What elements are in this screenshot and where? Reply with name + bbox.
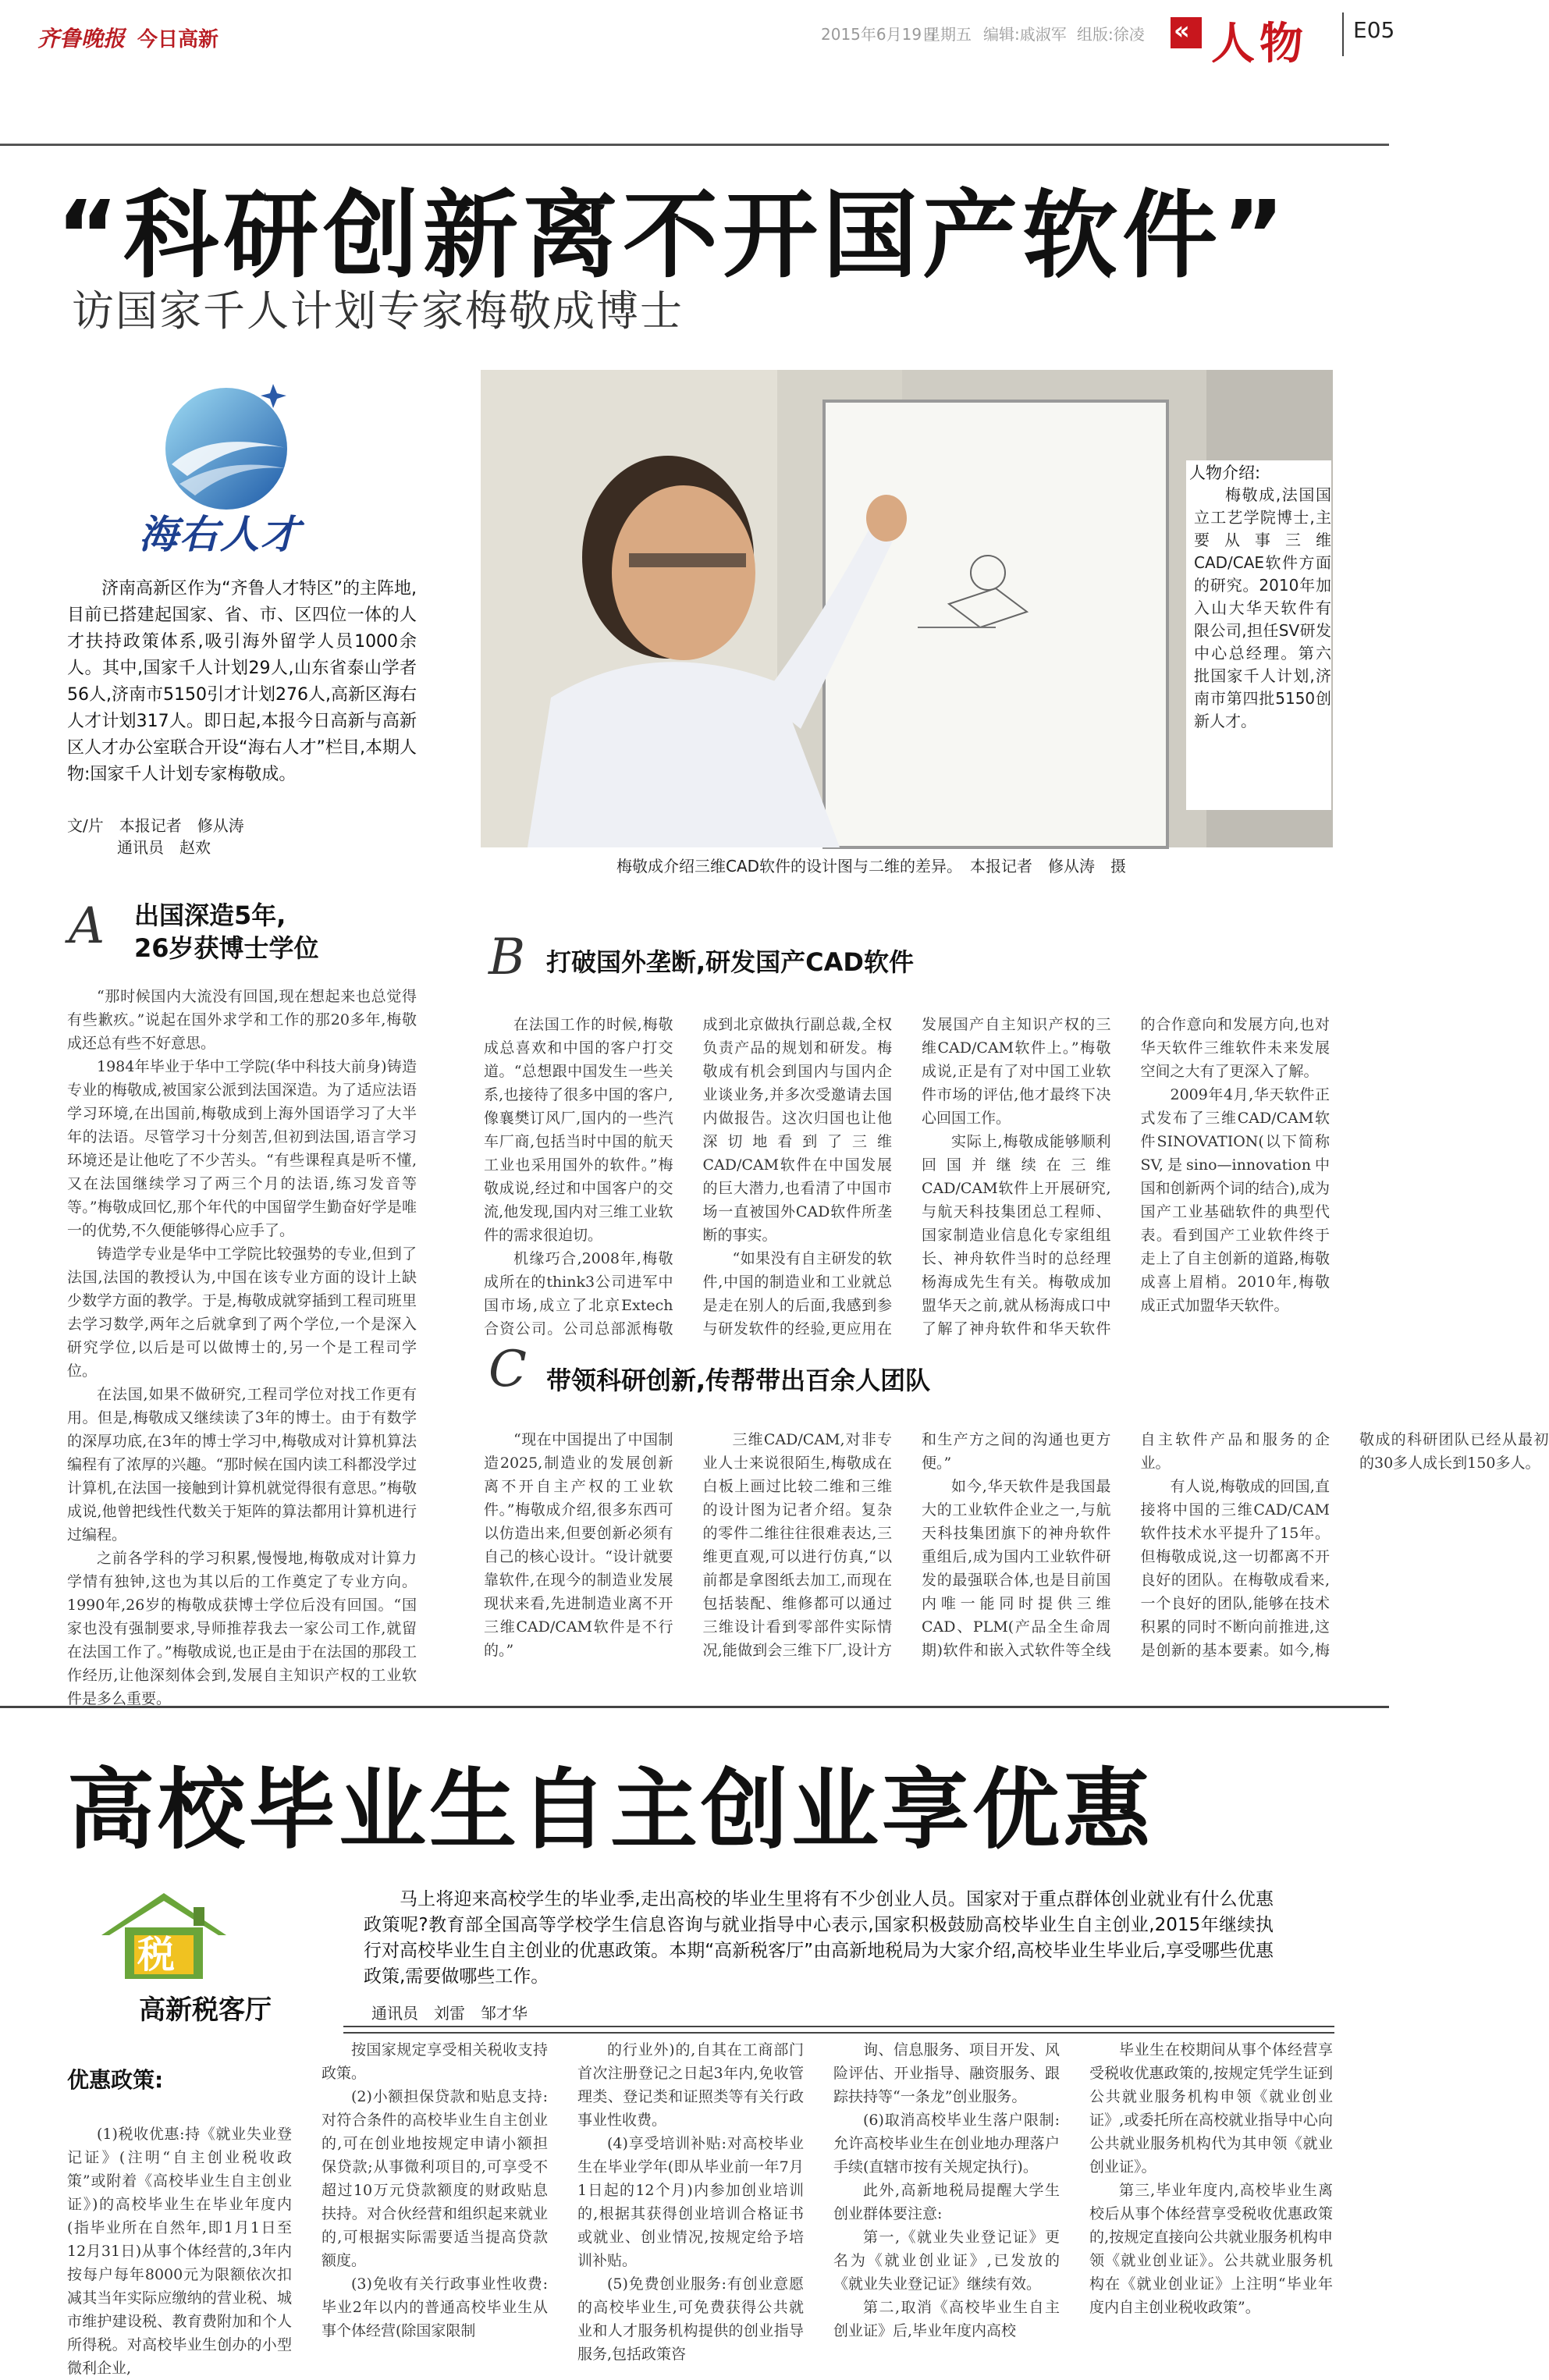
section-b-body — [484, 1013, 1330, 1341]
bio-title: 人物介绍: — [1189, 464, 1261, 482]
masthead: 齐鲁晚报 — [37, 26, 126, 52]
article1-title: “科研创新离不开国产软件” — [56, 180, 1290, 291]
section-a-paragraph: 铸造学专业是华中工学院比较强势的专业,但到了法国,法国的教授认为,中国在该专业方面的设计上缺少数学方面的教学。于是,梅敬成就穿插到工程司班里去学习数学,两年之后就拿到了两个学位,一个是深入研究学位,以后是可以做博士的,另一个是工程司学位。 — [67, 1245, 417, 1380]
article1-intro: 济南高新区作为“齐鲁人才特区”的主阵地,目前已搭建起国家、省、市、区四位一体的人才扶持政策体系,吸引海外留学人员1000余人。其中,国家千人计划29人,山东省泰山学者56人,济南市5150引才计划276人,高新区海右人才计划317人。即日起,本报今日高新与高新区人才办公室联合开设“海右人才”栏目,本期人物:国家千人计划专家梅敬成。 — [67, 579, 417, 784]
section-b-heading: 打破国外垄断,研发国产CAD软件 — [546, 947, 914, 977]
bio-text: 梅敬成,法国国立工艺学院博士,主要从事三维CAD/CAE软件方面的研究。2010年加入山大华天软件有限公司,担任SV研发中心总经理。第六批国家千人计划,济南市第四批5150创新人才。 — [1194, 485, 1331, 730]
header-date: 2015年6月19日 — [821, 25, 938, 44]
policy-paragraph: 第三,毕业年度内,高校毕业生离校后从事个体经营享受税收优惠政策的,按规定直接向公共就业服务机构申领《就业创业证》。公共就业服务机构在《就业创业证》上注明“毕业年度内自主创业税收政策”。 — [1089, 2182, 1333, 2316]
section-b-paragraph: 在法国工作的时候,梅敬成总喜欢和中国的客户打交道。“总想跟中国发生一些关系,也接待了很多中国的客户,像襄樊订风厂,国内的一些汽车厂商,包括当时中国的航天工业也采用国外的软件。”梅敬成说,经过和中国客户的交流,他发现,国内对三维工业软件的需求很迫切。 — [484, 1016, 673, 1244]
intro-rule-2 — [343, 2032, 1334, 2034]
policy-paragraph: 毕业生在校期间从事个体经营享受税收优惠政策的,按规定凭学生证到公共就业服务机构申领《就业创业证》,或委托所在高校就业指导中心向公共就业服务机构代为其申领《就业创业证》。 — [1089, 2041, 1333, 2176]
header-editor: 编辑:戚淑军 — [983, 25, 1067, 44]
section-b-paragraph: 实际上,梅敬成能够顺利回国并继续在三维CAD/CAM软件上开展研究,与航天科技集团总工程师、国家制造业信息化专家组组长、神舟软件当时的总经理杨海成先生有关。梅敬成加盟华天之前,就从杨海成口中了解了神舟软件和华天软件的合作意向和发展方向,也对华天软件三维软件未来发展空间之大有了更深入了解。 — [922, 1016, 1330, 1337]
section-name: 今日高新 — [137, 28, 219, 52]
article1-byline-2: 通讯员 赵欢 — [117, 838, 211, 857]
section-c-paragraph: “现在中国提出了中国制造2025,制造业的发展创新离不开自主产权的工业软件。”梅敬成介绍,很多东西可以仿造出来,但要创新必须有自己的核心设计。“设计就要靠软件,在现今的制造业发展现状来看,先进制造业离不开三维CAD/CAM软件是不行的。” — [484, 1431, 673, 1659]
section-c-paragraph: 三维CAD/CAM,对非专业人士来说很陌生,梅敬成在白板上画过比较二维和三维的设计图为记者介绍。复杂的零件二维往往很难表达,三维更直观,可以进行仿真,“以前都是拿图纸去加工,而现在包括装配、维修都可以通过三维设计看到零部件实际情况,能做到会三维下厂,设计方和生产方之间的沟通也更方便。” — [702, 1431, 1111, 1659]
policy-paragraph: (5)免费创业服务:有创业意愿的高校毕业生,可免费获得公共就业和人才服务机构提供的创业指导服务,包括政策咨 — [577, 2275, 804, 2363]
section-c-paragraph: 如今,华天软件是我国最大的工业软件企业之一,与航天科技集团旗下的神舟软件重组后,成为国内工业软件研发的最强联合体,也是目前国内唯一能同时提供三维CAD、PLM(产品全生命周期)软件和嵌入式软件等全线自主软件产品和服务的企业。 — [922, 1431, 1330, 1659]
policy-col-2 — [322, 2038, 548, 2343]
article1-byline: 文/片 本报记者 修从涛 — [67, 816, 244, 835]
policy-paragraph: (2)小额担保贷款和贴息支持:对符合条件的高校毕业生自主创业的,可在创业地按规定申请小额担保贷款;从事微利项目的,可享受不超过10万元贷款额度的财政贴息扶持。对合伙经营和组织起来就业的,可根据实际需要适当提高贷款额度。 — [322, 2088, 548, 2269]
policy-paragraph: (4)享受培训补贴:对高校毕业生在毕业学年(即从毕业前一年7月1日起的12个月)内参加创业培训的,根据其获得创业培训合格证书或就业、创业情况,按规定给予培训补贴。 — [577, 2135, 804, 2269]
policy-paragraph: 询、信息服务、项目开发、风险评估、开业指导、融资服务、跟踪扶持等“一条龙”创业服务。 — [833, 2041, 1060, 2105]
header-rule — [0, 144, 1389, 146]
header-weekday: 星期五 — [925, 25, 972, 44]
header-divider — [1342, 12, 1344, 56]
article-divider — [0, 1706, 1389, 1708]
section-a-paragraph: “那时候国内大流没有回国,现在想起来也总觉得有些歉疚。”说起在国外求学和工作的那20多年,梅敬成还总有些不好意思。 — [67, 988, 417, 1052]
section-b-paragraph: 机缘巧合,2008年,梅敬成所在的think3公司进军中国市场,成立了北京Extech合资公司。公司总部派梅敬成到北京做执行副总裁,全权负责产品的规划和研发。梅敬成有机会到国内与国内企业谈业务,并多次受邀请去国内做报告。这次归国也让他深切地看到了三维CAD/CAM软件在中国发展的巨大潜力,也看清了中国市场一直被国外CAD软件所垄断的事实。 — [484, 1016, 892, 1337]
article2-intro: 马上将迎来高校学生的毕业季,走出高校的毕业生里将有不少创业人员。国家对于重点群体创业就业有什么优惠政策呢?教育部全国高等学校学生信息咨询与就业指导中心表示,国家积极鼓励高校毕业生自主创业,2015年继续执行对高校毕业生自主创业的优惠政策。本期“高新税客厅”由高新地税局为大家介绍,高校毕业生毕业后,享受哪些优惠政策,需要做哪些工作。 — [364, 1889, 1274, 1987]
section-c-heading: 带领科研创新,传帮带出百余人团队 — [546, 1366, 931, 1395]
section-a-heading: 出国深造5年, — [134, 900, 286, 930]
haiyou-logo-text: 海右人才 — [139, 512, 301, 557]
column-mark-arrows: « — [1174, 16, 1190, 45]
policy-col-4 — [833, 2038, 1060, 2343]
section-a-body — [67, 985, 417, 1710]
photo-caption: 梅敬成介绍三维CAD软件的设计图与二维的差异。 本报记者 修从涛 摄 — [616, 857, 1127, 876]
column-name: 人物 — [1211, 19, 1308, 69]
page-number: E05 — [1353, 17, 1395, 43]
policy-paragraph: 按国家规定享受相关税收支持政策。 — [322, 2041, 548, 2082]
policy-paragraph: (1)税收优惠:持《就业失业登记证》(注明“自主创业税收政策”或附着《高校毕业生自主创业证》)的高校毕业生在毕业年度内(指毕业所在自然年,即1月1日至12月31日)从事个体经营的,3年内按每户每年8000元为限额依次扣减其当年实际应缴纳的营业税、城市维护建设税、教育费附加和个人所得税。对高校毕业生创办的小型微利企业, — [67, 2126, 292, 2377]
policy-col-1 — [67, 2122, 292, 2380]
policy-paragraph: (3)免收有关行政事业性收费:毕业2年以内的普通高校毕业生从事个体经营(除国家限制 — [322, 2275, 548, 2339]
policy-col-3 — [577, 2038, 804, 2366]
policy-paragraph: 的行业外)的,自其在工商部门首次注册登记之日起3年内,免收管理类、登记类和证照类等有关行政事业性收费。 — [577, 2041, 804, 2129]
policy-paragraph: 第二,取消《高校毕业生自主创业证》后,毕业年度内高校 — [833, 2299, 1060, 2339]
section-c-letter: C — [489, 1341, 527, 1398]
section-c-body — [484, 1428, 1549, 1678]
tax-logo-caption: 高新税客厅 — [139, 1995, 272, 2026]
section-a-letter: A — [69, 897, 105, 955]
article2-byline: 通讯员 刘雷 邹才华 — [371, 2004, 528, 2023]
policy-col-5 — [1089, 2038, 1333, 2319]
section-a-heading-2: 26岁获博士学位 — [134, 933, 319, 963]
policy-paragraph: 第一,《就业失业登记证》更名为《就业创业证》,已发放的《就业失业登记证》继续有效。 — [833, 2229, 1060, 2293]
intro-rule — [343, 2026, 1334, 2027]
article1-subtitle: 访国家千人计划专家梅敬成博士 — [72, 286, 684, 336]
section-b-letter: B — [489, 929, 526, 986]
policy-paragraph: (6)取消高校毕业生落户限制:允许高校毕业生在创业地办理落户手续(直辖市按有关规定执行)。 — [833, 2112, 1060, 2176]
section-a-paragraph: 之前各学科的学习积累,慢慢地,梅敬成对计算力学情有独钟,这也为其以后的工作奠定了专业方向。1990年,26岁的梅敬成获博士学位后没有回国。“国家也没有强制要求,导师推荐我去一家公司工作,就留在法国工作了。”梅敬成说,也正是由于在法国的那段工作经历,让他深刻体会到,发展自主知识产权的工业软件是多么重要。 — [67, 1550, 417, 1707]
section-a-paragraph: 在法国,如果不做研究,工程司学位对找工作更有用。但是,梅敬成又继续读了3年的博士。由于有数学的深厚功底,在3年的博士学习中,梅敬成对计算机算法编程有了浓厚的兴趣。“那时候在国内读工科都没学过计算机,在法国一接触到计算机就觉得很有意思。”梅敬成说,他曾把线性代数关于矩阵的算法都用计算机进行过编程。 — [67, 1386, 417, 1543]
section-b-paragraph: 2009年4月,华天软件正式发布了三维CAD/CAM软件SINOVATION(以下简称SV,是sino—innovation中国和创新两个词的结合),成为国产工业基础软件的典型代表。看到国产工业软件终于走上了自主创新的道路,梅敬成喜上眉梢。2010年,梅敬成正式加盟华天软件。 — [1140, 1086, 1330, 1314]
policy-paragraph: 此外,高新地税局提醒大学生创业群体要注意: — [833, 2182, 1060, 2222]
section-b-paragraph: “如果没有自主研发的软件,中国的制造业和工业就总是走在别人的后面,我感到参与研发软件的经验,更应用在发展国产自主知识产权的三维CAD/CAM软件上。”梅敬成说,正是有了对中国工业软件市场的评估,他才最终下决心回国工作。 — [702, 1016, 1111, 1337]
article2-title: 高校毕业生自主创业享优惠 — [67, 1760, 1153, 1861]
haiyou-logo-icon — [156, 375, 297, 515]
tax-logo-char: 税 — [137, 1933, 176, 1977]
section-c-paragraph: 有人说,梅敬成的回国,直接将中国的三维CAD/CAM软件技术水平提升了15年。但梅敬成说,这一切都离不开良好的团队。在梅敬成看来,一个良好的团队,能够在技术积累的同时不断向前推进,这是创新的基本要素。如今,梅敬成的科研团队已经从最初的30多人成长到150多人。 — [1140, 1431, 1549, 1659]
policy-heading: 优惠政策: — [67, 2067, 164, 2093]
header-layout: 组版:徐凌 — [1077, 25, 1145, 44]
section-a-paragraph: 1984年毕业于华中工学院(华中科技大前身)铸造专业的梅敬成,被国家公派到法国深造。为了适应法语学习环境,在出国前,梅敬成到上海外国语学习了大半年的法语。尽管学习十分刻苦,但初到法国,语言学习环境还是让他吃了不少苦头。“有些课程真是听不懂,又在法国继续学习了两三个月的法语,练习发音等等。”梅敬成回忆,那个年代的中国留学生勤奋好学是唯一的优势,不久便能够得心应手了。 — [67, 1058, 417, 1239]
